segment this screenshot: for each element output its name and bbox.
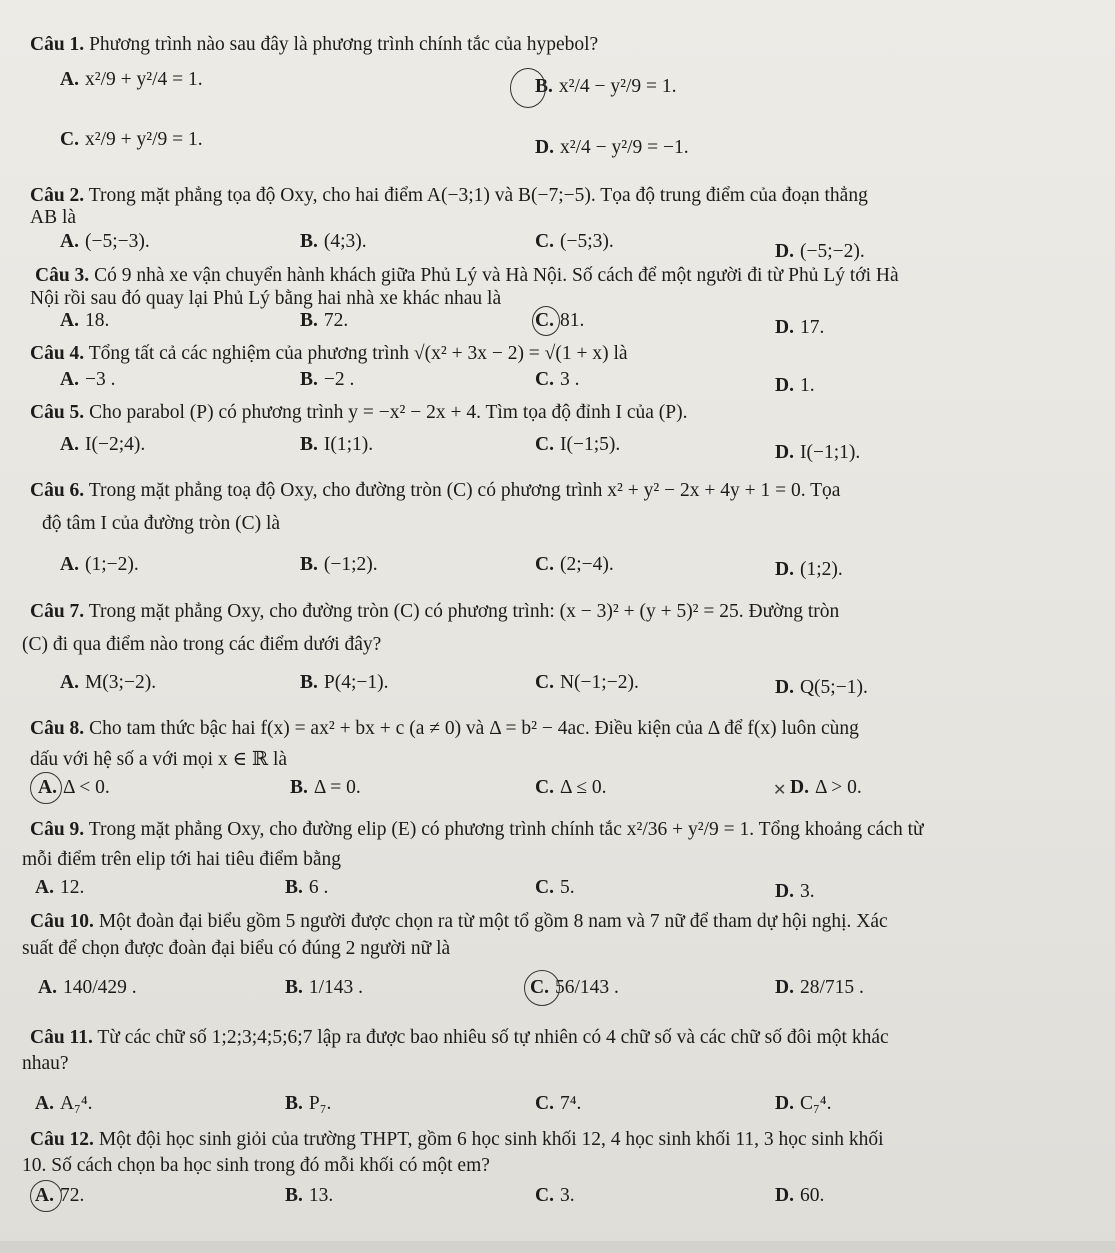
option-b[interactable]: B. −2 .: [300, 369, 355, 390]
option-c[interactable]: C. Δ ≤ 0.: [535, 777, 607, 798]
question-2: Câu 2. Trong mặt phẳng tọa độ Oxy, cho hai điểm A(−3;1) và B(−7;−5). Tọa độ trung điểm của đoạn thẳng: [30, 185, 868, 206]
option-b[interactable]: B. I(1;1).: [300, 434, 374, 455]
question-7: Câu 7. Trong mặt phẳng Oxy, cho đường tròn (C) có phương trình: (x − 3)² + (y + 5)² = 25. Đường tròn: [30, 601, 840, 622]
option-b[interactable]: B. Δ = 0.: [290, 777, 361, 798]
answer-circle: [524, 970, 560, 1006]
question-6: Câu 6. Trong mặt phẳng toạ độ Oxy, cho đường tròn (C) có phương trình x² + y² − 2x + 4y + 1 = 0. Tọa: [30, 480, 841, 501]
option-d[interactable]: D. (1;2).: [775, 559, 843, 580]
option-a[interactable]: A. Δ < 0.: [38, 777, 110, 798]
option-b[interactable]: B. 13.: [285, 1185, 334, 1206]
option-a[interactable]: A. (−5;−3).: [60, 231, 150, 252]
question-4: Câu 4. Tổng tất cả các nghiệm của phương trình √(x² + 3x − 2) = √(1 + x) là: [30, 343, 628, 364]
option-c[interactable]: C. 3 .: [535, 369, 580, 390]
answer-circle: [30, 772, 62, 804]
option-b[interactable]: B. 1/143 .: [285, 977, 364, 998]
question-continuation: (C) đi qua điểm nào trong các điểm dưới đây?: [22, 634, 382, 655]
question-label: Câu 1.: [30, 34, 85, 55]
option-d[interactable]: D. 60.: [775, 1185, 825, 1206]
question-continuation: 10. Số cách chọn ba học sinh trong đó mỗi khối có một em?: [22, 1155, 490, 1176]
option-d[interactable]: D. Q(5;−1).: [775, 677, 868, 698]
option-a[interactable]: A. −3 .: [60, 369, 116, 390]
page-bottom-edge: [0, 1241, 1115, 1253]
option-c[interactable]: C. 81.: [535, 310, 585, 331]
option-c[interactable]: C. I(−1;5).: [535, 434, 621, 455]
question-1: [30, 33, 598, 57]
cross-mark-icon: ✕: [773, 782, 787, 799]
option-c[interactable]: C. 7⁴.: [535, 1093, 582, 1114]
question-continuation: suất để chọn được đoàn đại biểu có đúng 2 người nữ là: [22, 938, 451, 959]
option-a[interactable]: A. M(3;−2).: [60, 672, 157, 693]
option-c[interactable]: C. 56/143 .: [530, 977, 619, 998]
option-b[interactable]: B. P(4;−1).: [300, 672, 389, 693]
option-b[interactable]: B. 6 .: [285, 877, 329, 898]
option-b[interactable]: B. P₇.: [285, 1093, 332, 1114]
question-continuation: AB là: [30, 207, 77, 228]
question-8: Câu 8. Cho tam thức bậc hai f(x) = ax² + bx + c (a ≠ 0) và Δ = b² − 4ac. Điều kiện của Δ để f(x) luôn cùng: [30, 718, 859, 739]
option-d[interactable]: D. (−5;−2).: [775, 241, 865, 262]
option-a[interactable]: A. 72.: [35, 1185, 85, 1206]
option-c[interactable]: C. N(−1;−2).: [535, 672, 639, 693]
question-continuation: dấu với hệ số a với mọi x ∈ ℝ là: [30, 749, 288, 770]
question-continuation: nhau?: [22, 1053, 69, 1074]
option-a[interactable]: A. 140/429 .: [38, 977, 137, 998]
answer-circle: [532, 306, 560, 336]
question-continuation: độ tâm I của đường tròn (C) là: [42, 513, 281, 534]
option-a[interactable]: A. I(−2;4).: [60, 434, 146, 455]
option-c[interactable]: C. 3.: [535, 1185, 575, 1206]
option-a[interactable]: A. A₇⁴.: [35, 1093, 93, 1114]
option-a[interactable]: A. (1;−2).: [60, 554, 139, 575]
option-d[interactable]: D. 28/715 .: [775, 977, 864, 998]
option-b[interactable]: B. x²/4 − y²/9 = 1.: [535, 76, 677, 97]
option-b[interactable]: B. 72.: [300, 310, 349, 331]
option-a[interactable]: A. x²/9 + y²/4 = 1.: [60, 69, 203, 90]
option-d[interactable]: D. 1.: [775, 375, 815, 396]
option-b[interactable]: B. (4;3).: [300, 231, 367, 252]
option-a[interactable]: A. 12.: [35, 877, 85, 898]
question-10: Câu 10. Một đoàn đại biểu gồm 5 người được chọn ra từ một tổ gồm 8 nam và 7 nữ để tham dự hội nghị. Xác: [30, 911, 888, 932]
option-d[interactable]: D. x²/4 − y²/9 = −1.: [535, 137, 689, 158]
option-a[interactable]: A. 18.: [60, 310, 110, 331]
option-d[interactable]: D. Δ > 0.: [790, 777, 862, 798]
option-d[interactable]: D. 3.: [775, 881, 815, 902]
question-11: Câu 11. Từ các chữ số 1;2;3;4;5;6;7 lập ra được bao nhiêu số tự nhiên có 4 chữ số và các chữ số đôi một khác: [30, 1027, 889, 1048]
question-12: Câu 12. Một đội học sinh giỏi của trường THPT, gồm 6 học sinh khối 12, 4 học sinh khối 11, 3 học sinh khối: [30, 1129, 884, 1150]
question-9: Câu 9. Trong mặt phẳng Oxy, cho đường elip (E) có phương trình chính tắc x²/36 + y²/9 = 1. Tổng khoảng cách từ: [30, 819, 924, 840]
option-d[interactable]: D. C₇⁴.: [775, 1093, 832, 1114]
option-b[interactable]: B. (−1;2).: [300, 554, 378, 575]
option-c[interactable]: C. x²/9 + y²/9 = 1.: [60, 129, 203, 150]
question-5: Câu 5. Cho parabol (P) có phương trình y = −x² − 2x + 4. Tìm tọa độ đỉnh I của (P).: [30, 402, 688, 423]
answer-circle: [510, 68, 546, 108]
answer-circle: [30, 1180, 62, 1212]
question-continuation: mỗi điểm trên elip tới hai tiêu điểm bằng: [22, 849, 341, 870]
question-text: Phương trình nào sau đây là phương trình chính tắc của hypebol?: [89, 34, 599, 55]
option-d[interactable]: D. I(−1;1).: [775, 442, 861, 463]
option-d[interactable]: D. 17.: [775, 317, 825, 338]
option-c[interactable]: C. (−5;3).: [535, 231, 614, 252]
question-continuation: Nội rồi sau đó quay lại Phủ Lý bằng hai nhà xe khác nhau là: [30, 288, 502, 309]
option-c[interactable]: C. 5.: [535, 877, 575, 898]
question-3: Câu 3. Có 9 nhà xe vận chuyển hành khách giữa Phủ Lý và Hà Nội. Số cách để một người đi từ Phủ Lý tới Hà: [35, 265, 899, 286]
option-c[interactable]: C. (2;−4).: [535, 554, 614, 575]
